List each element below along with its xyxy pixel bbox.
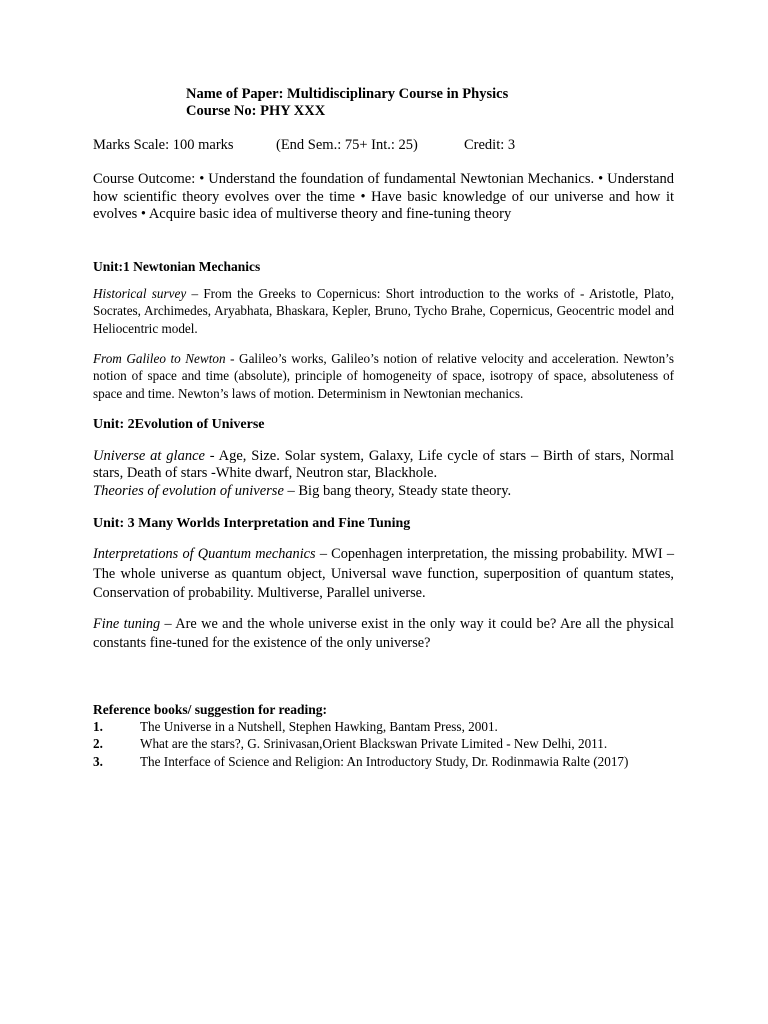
unit2-p2-label: Theories of evolution of universe: [93, 482, 284, 499]
reference-text: What are the stars?, G. Srinivasan,Orient Blackswan Private Limited - New Delhi, 2011.: [140, 736, 608, 752]
unit2-heading: Unit: 2Evolution of Universe: [93, 416, 265, 432]
course-number: Course No: PHY XXX: [186, 103, 326, 119]
reference-list: [93, 718, 674, 771]
end-sem-marks: (End Sem.: 75+ Int.: 25): [276, 137, 418, 153]
unit1-galileo-newton: [93, 350, 674, 403]
unit1-p2-label: From Galileo to Newton: [93, 350, 226, 366]
unit3-quantum-interpretations: [93, 545, 674, 604]
unit1-p1-label: Historical survey: [93, 285, 187, 301]
reference-item: [93, 735, 674, 753]
unit3-p1-label: Interpretations of Quantum mechanics: [93, 546, 316, 563]
paper-name: Name of Paper: Multidisciplinary Course in Physics: [186, 86, 509, 102]
reference-text: The Interface of Science and Religion: An Introductory Study, Dr. Rodinmawia Ralte (2017): [140, 753, 629, 769]
unit1-historical-survey: [93, 285, 674, 338]
unit2-p1-label: Universe at glance: [93, 447, 205, 464]
reference-text: The Universe in a Nutshell, Stephen Hawking, Bantam Press, 2001.: [140, 718, 498, 734]
marks-scale: Marks Scale: 100 marks: [93, 137, 234, 153]
unit3-heading: Unit: 3 Many Worlds Interpretation and Fine Tuning: [93, 516, 411, 532]
syllabus-page: [93, 86, 674, 770]
reference-number: 3.: [93, 753, 103, 769]
unit2-theories-evolution: [93, 483, 674, 501]
unit3-p1-text: – Copenhagen interpretation, the missing probability. MWI – The whole universe as quantum object, Universal wave function, superposition of quantum states, Conservation of probability. Multiverse, Parallel universe.: [93, 546, 675, 602]
reference-number: 1.: [93, 718, 103, 734]
reference-number: 2.: [93, 736, 103, 752]
unit2-p1-text: - Age, Size. Solar system, Galaxy, Life cycle of stars – Birth of stars, Normal stars, Death of stars -White dwarf, Neutron star, Blackhole.: [93, 447, 674, 482]
unit2-p2-text: – Big bang theory, Steady state theory.: [283, 482, 512, 499]
unit1-p1-text: – From the Greeks to Copernicus: Short introduction to the works of - Aristotle, Plato, Socrates, Archimedes, Aryabhata, Bhaskara, Kepler, Bruno, Tycho Brahe, Copernicus, Geocentric model and Heliocentric model.: [93, 285, 675, 336]
unit3-fine-tuning: [93, 615, 674, 654]
unit3-p2-text: – Are we and the whole universe exist in the only way it could be? Are all the physical constants fine-tuned for the existence of the only universe?: [93, 615, 674, 652]
references-heading: Reference books/ suggestion for reading:: [93, 701, 327, 717]
reference-item: [93, 753, 674, 771]
reference-item: [93, 718, 674, 736]
marks-row: [93, 137, 674, 154]
course-outcome: Course Outcome: • Understand the foundation of fundamental Newtonian Mechanics. • Understand how scientific theory evolves over the time • Have basic knowledge of our universe and how it evolves • Acquire basic idea of multiverse theory and fine-tuning theory: [93, 171, 674, 222]
unit2-universe-at-glance: [93, 448, 674, 483]
unit3-p2-label: Fine tuning: [93, 615, 161, 632]
unit1-p2-text: - Galileo’s works, Galileo’s notion of relative velocity and acceleration. Newton’s notion of space and time (absolute), principle of homogeneity of space, isotropy of space, absoluteness of space and time. Newton’s laws of motion. Determinism in Newtonian mechanics.: [93, 350, 674, 402]
credit: Credit: 3: [464, 137, 516, 153]
unit1-heading: Unit:1 Newtonian Mechanics: [93, 258, 261, 274]
